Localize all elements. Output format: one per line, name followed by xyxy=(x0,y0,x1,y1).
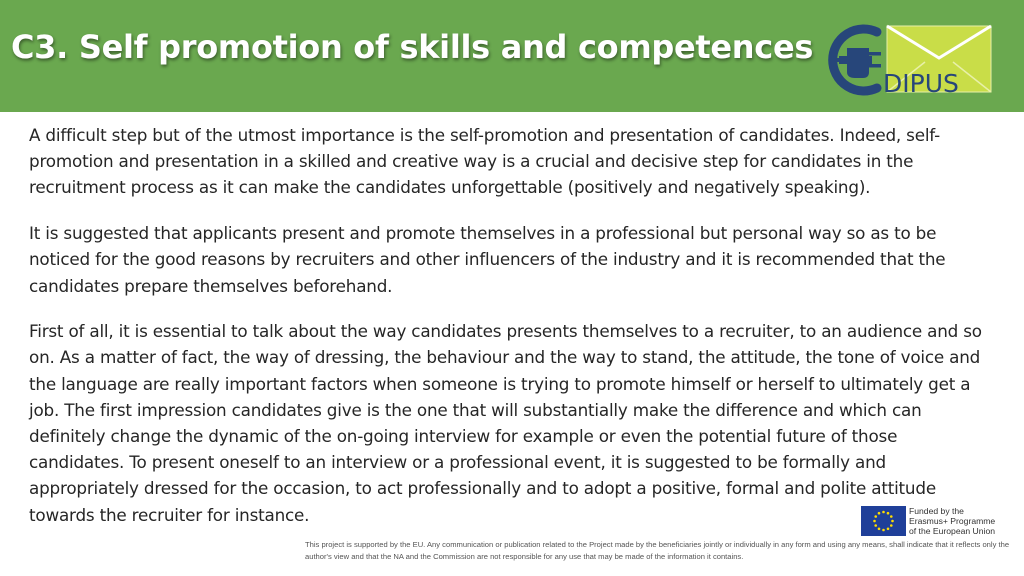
eu-disclaimer: This project is supported by the EU. Any communication or publication related to the Project made by the beneficiaries jointly or individually in any form and using any means, shall indicate that it reflects only the author's view and that the NA and the Commission are not responsible for any use that may be made of the information it contains. xyxy=(305,540,1010,561)
eu-star xyxy=(878,527,881,530)
plug-e-icon xyxy=(829,29,881,91)
eu-star xyxy=(874,524,877,527)
eu-flag-icon xyxy=(861,506,906,536)
paragraph-suggestion: It is suggested that applicants present and promote themselves in a professional but personal way so as to be noticed for the good reasons by recruiters and other influencers of the industry and it is recommended that the candidates prepare themselves beforehand. xyxy=(29,223,946,296)
edipus-logo xyxy=(825,22,993,96)
header-bar xyxy=(0,0,1024,112)
eu-star xyxy=(887,512,890,515)
body-text xyxy=(29,122,989,547)
eu-star xyxy=(882,529,885,532)
paragraph-intro: A difficult step but of the utmost importance is the self-promotion and presentation of candidates. Indeed, self-promotion and presentation in a skilled and creative way is a crucial and decisive step for candidates in the recruitment process as it can make the candidates unforgettable (positively and negatively speaking). xyxy=(29,125,940,198)
eu-line-3: of the European Union xyxy=(909,526,996,536)
eu-line-2: Erasmus+ Programme xyxy=(909,516,996,526)
eu-star xyxy=(890,524,893,527)
eu-line-1: Funded by the xyxy=(909,506,964,516)
eu-star xyxy=(873,520,876,523)
paragraph-first-impression: First of all, it is essential to talk about the way candidates presents themselves to a recruiter, to an audience and so on. As a matter of fact, the way of dressing, the behaviour and the way to stand, the attitude, the tone of voice and the language are really important factors when someone is trying to promote himself or herself to ultimately get a job. The first impression candidates give is the one that will substantially make the difference and which can definitely change the dynamic of the on-going interview for example or even the potential future of those candidates. To present oneself to an interview or a professional event, it is suggested to be formally and appropriately dressed for the occasion, to act professionally and to adopt a positive, formal and polite attitude towards the recruiter for instance. xyxy=(29,321,982,525)
logo-text: DIPUS xyxy=(883,69,959,96)
eu-star xyxy=(891,520,894,523)
eu-star xyxy=(874,515,877,518)
eu-star xyxy=(882,511,885,514)
eu-star xyxy=(878,512,881,515)
slide-title: C3. Self promotion of skills and competences xyxy=(11,28,814,66)
erasmus-funding-label xyxy=(909,506,1024,536)
eu-star xyxy=(887,527,890,530)
eu-star xyxy=(890,515,893,518)
